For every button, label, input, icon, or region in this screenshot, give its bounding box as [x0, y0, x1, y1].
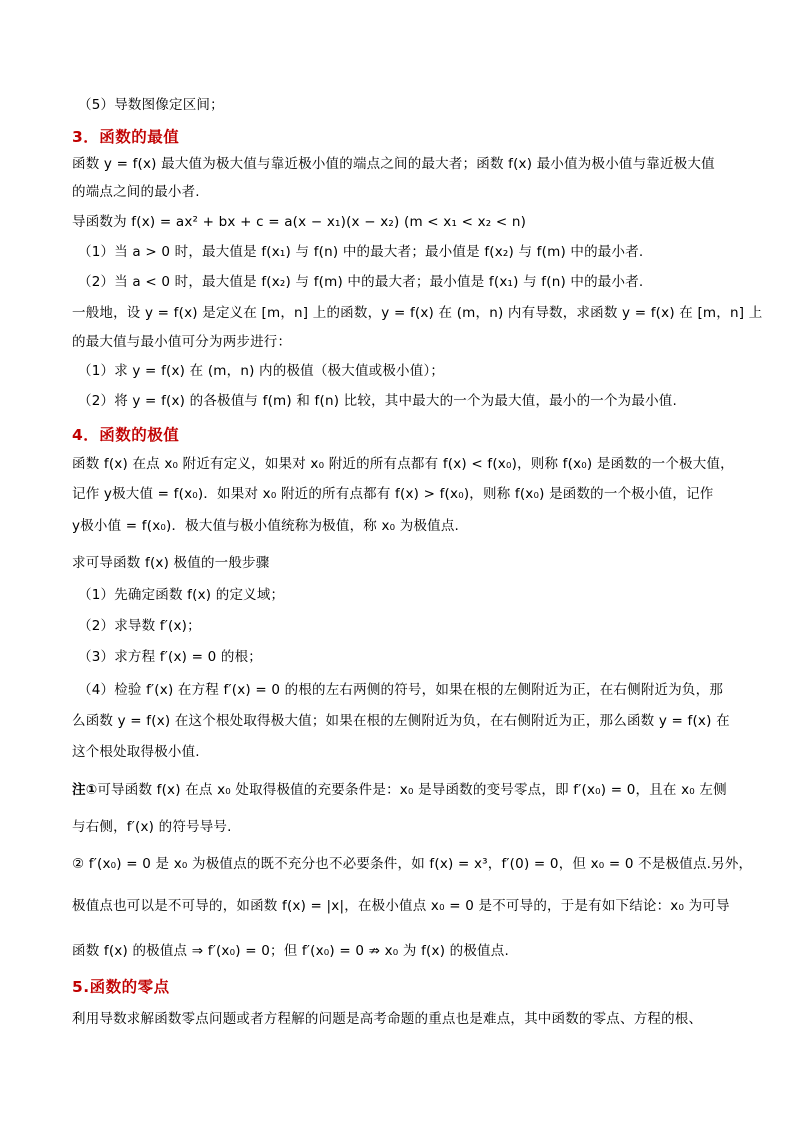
- step-1-find-extrema: （1）求 y = f(x) 在 (m，n) 内的极值（极大值或极小值）；: [78, 363, 445, 379]
- section-heading-local-extrema: 4．函数的极值: [72, 426, 180, 444]
- paragraph-max-min-line-2: 的端点之间的最小者.: [72, 184, 200, 200]
- section-heading-extreme-values: 3．函数的最值: [72, 128, 180, 146]
- paragraph-extremum-line-2: 记作 y极大值 = f(x₀)．如果对 x₀ 附近的所有点都有 f(x) > f(x₀)，则称 f(x₀) 是函数的一个极小值，记作: [72, 486, 714, 502]
- note-2-line-3: 函数 f(x) 的极值点 ⇒ f′(x₀) = 0；但 f′(x₀) = 0 ⇏ x₀ 为 f(x) 的极值点.: [72, 943, 509, 959]
- note-line-2: 与右侧，f′(x) 的符号导号.: [72, 819, 232, 835]
- note-2-line-1: ② f′(x₀) = 0 是 x₀ 为极值点的既不充分也不必要条件，如 f(x) = x³，f′(0) = 0，但 x₀ = 0 不是极值点.另外，: [72, 856, 753, 872]
- note-label: 注①: [72, 782, 98, 798]
- note-2-line-2: 极值点也可以是不可导的，如函数 f(x) = |x|，在极小值点 x₀ = 0 是不可导的，于是有如下结论：x₀ 为可导: [72, 898, 730, 914]
- paragraph-max-min-line-1: 函数 y = f(x) 最大值为极大值与靠近极小值的端点之间的最大者；函数 f(x) 最小值为极小值与靠近极大值: [72, 156, 715, 172]
- list-item-derivative-graph-interval: （5）导数图像定区间；: [78, 97, 224, 113]
- step-derivative: （2）求导数 f′(x)；: [78, 618, 201, 634]
- step-2-compare: （2）将 y = f(x) 的各极值与 f(m) 和 f(n) 比较，其中最大的一个为最大值，最小的一个为最小值.: [78, 393, 677, 409]
- case-a-positive: （1）当 a > 0 时，最大值是 f(x₁) 与 f(n) 中的最大者；最小值是 f(x₂) 与 f(m) 中的最小者.: [78, 244, 644, 260]
- step-domain: （1）先确定函数 f(x) 的定义域；: [78, 587, 285, 603]
- paragraph-general-line-1: 一般地，设 y = f(x) 是定义在 [m，n] 上的函数，y = f(x) 在 (m，n) 内有导数，求函数 y = f(x) 在 [m，n] 上: [72, 305, 763, 321]
- derivative-formula-line: 导函数为 f(x) = ax² + bx + c = a(x − x₁)(x − x₂) (m < x₁ < x₂ < n): [72, 214, 527, 230]
- paragraph-general-line-2: 的最大值与最小值可分为两步进行：: [72, 334, 292, 350]
- paragraph-extremum-line-3: y极小值 = f(x₀)．极大值与极小值统称为极值，称 x₀ 为极值点.: [72, 518, 460, 534]
- steps-title: 求可导函数 f(x) 极值的一般步骤: [72, 555, 270, 571]
- paragraph-extremum-line-1: 函数 f(x) 在点 x₀ 附近有定义，如果对 x₀ 附近的所有点都有 f(x) < f(x₀)，则称 f(x₀) 是函数的一个极大值，: [72, 456, 734, 472]
- step-check-sign-line-2: 么函数 y = f(x) 在这个根处取得极大值；如果在根的左侧附近为负，在右侧附近为正，那么函数 y = f(x) 在: [72, 713, 730, 729]
- step-check-sign-line-3: 这个根处取得极小值.: [72, 744, 200, 760]
- step-roots: （3）求方程 f′(x) = 0 的根；: [78, 649, 262, 665]
- note-line-1: [72, 781, 727, 799]
- note-text: 可导函数 f(x) 在点 x₀ 处取得极值的充要条件是：x₀ 是导函数的变号零点，即 f′(x₀) = 0，且在 x₀ 左侧: [97, 782, 727, 798]
- step-check-sign-line-1: （4）检验 f′(x) 在方程 f′(x) = 0 的根的左右两侧的符号，如果在根的左侧附近为正，在右侧附近为负，那: [78, 682, 724, 698]
- section-heading-zeros: 5.函数的零点: [72, 978, 170, 996]
- case-a-negative: （2）当 a < 0 时，最大值是 f(x₂) 与 f(m) 中的最大者；最小值是 f(x₁) 与 f(n) 中的最小者.: [78, 274, 644, 290]
- paragraph-zeros-line-1: 利用导数求解函数零点问题或者方程解的问题是高考命题的重点也是难点，其中函数的零点、方程的根、: [72, 1011, 703, 1027]
